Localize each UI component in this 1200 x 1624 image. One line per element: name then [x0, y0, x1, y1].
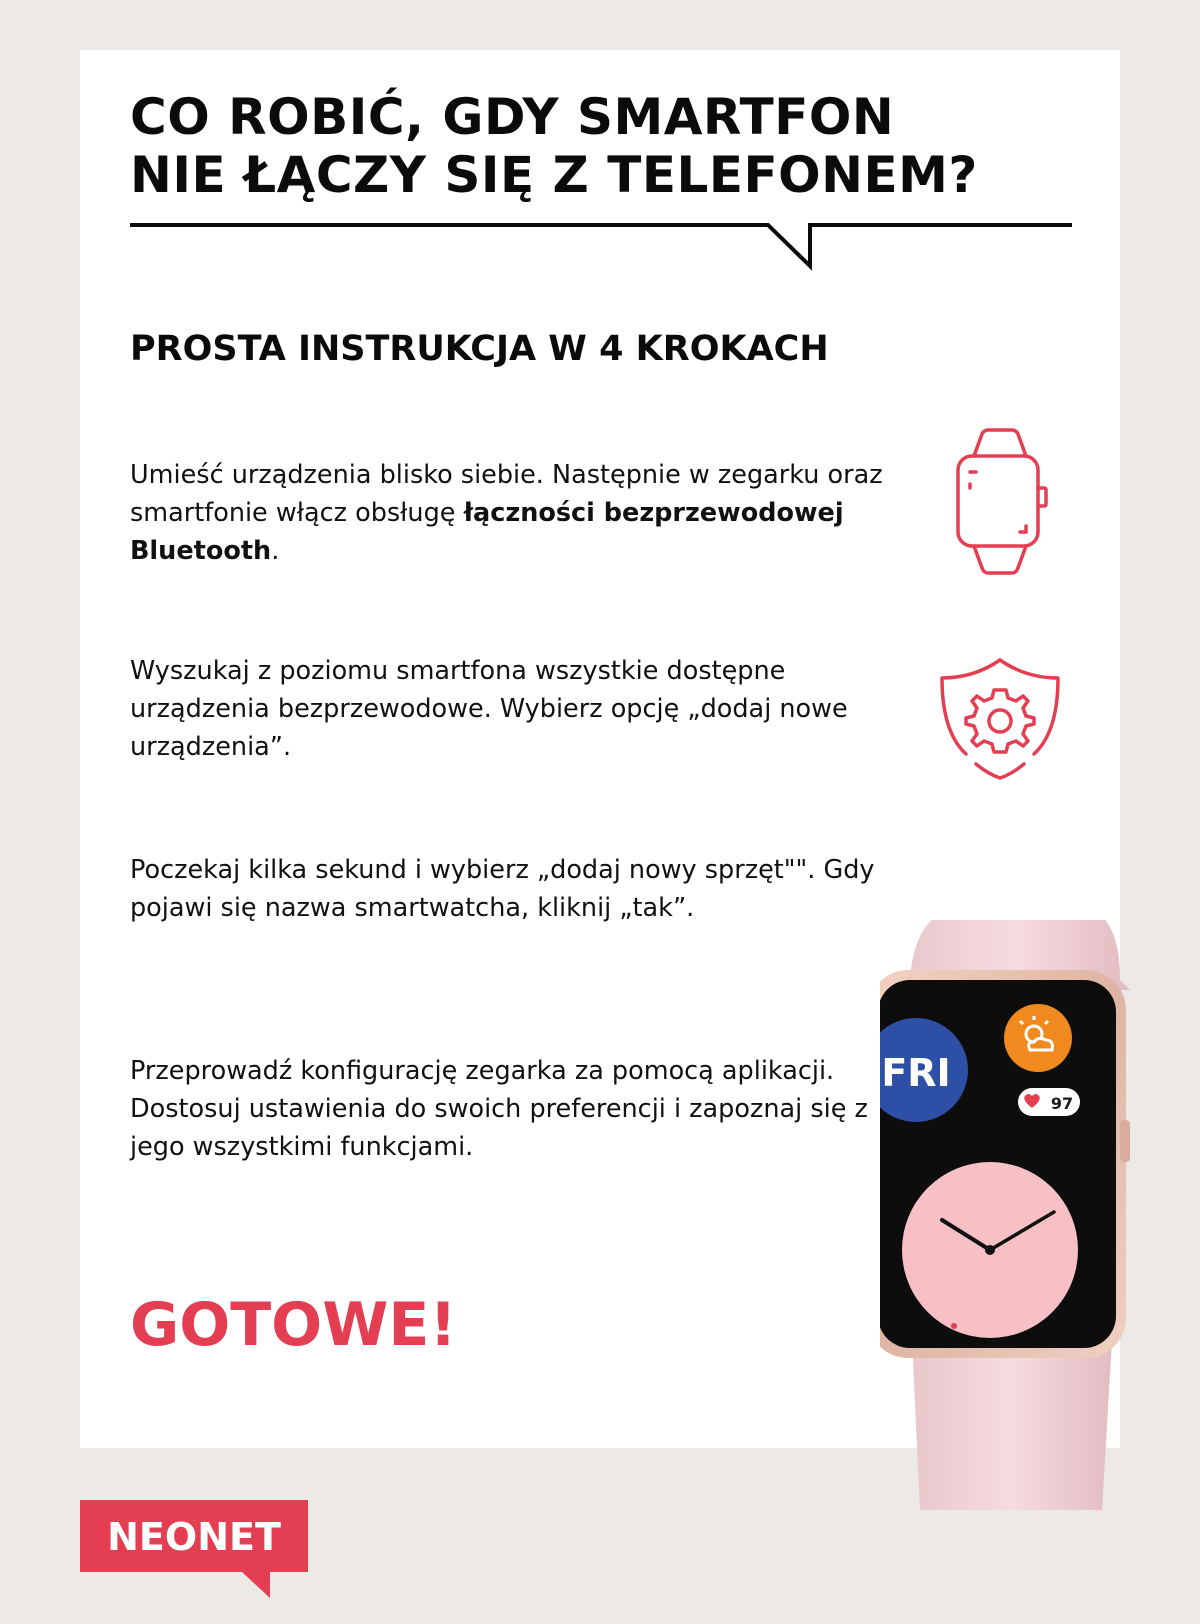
watch-day-label: FRI	[881, 1051, 951, 1095]
title-line-2: NIE ŁĄCZY SIĘ Z TELEFONEM?	[130, 146, 978, 204]
speech-bubble-underline	[130, 222, 1072, 282]
step-3-text: Poczekaj kilka sekund i wybierz „dodaj nowy sprzęt"". Gdy pojawi się nazwa smartwatcha, kliknij „tak”.	[130, 855, 875, 923]
page-title	[130, 88, 978, 204]
step-1-text-a: Umieść urządzenia blisko siebie. Następnie w zegarku oraz smartfonie włącz obsługę	[130, 460, 883, 528]
shield-gear-icon	[938, 656, 1062, 782]
step-1-text	[130, 456, 910, 570]
done-label: GOTOWE!	[130, 1290, 457, 1360]
smartwatch-icon	[952, 428, 1048, 576]
subtitle: PROSTA INSTRUKCJA W 4 KROKACH	[130, 329, 829, 369]
step-2-text: Wyszukaj z poziomu smartfona wszystkie dostępne urządzenia bezprzewodowe. Wybierz opcję „dodaj nowe urządzenia”.	[130, 656, 848, 762]
step-4-text: Przeprowadź konfigurację zegarka za pomocą aplikacji. Dostosuj ustawienia do swoich preferencji i zapoznaj się z jego wszystkimi funkcjami.	[130, 1056, 868, 1162]
step-1-text-b: .	[271, 536, 280, 566]
logo-text: NEONET	[107, 1515, 281, 1559]
neonet-logo	[80, 1500, 308, 1598]
title-line-1: CO ROBIĆ, GDY SMARTFON	[130, 88, 895, 146]
step-1-text-bold: łączności bezprzewodowej Bluetooth	[130, 498, 844, 566]
watch-strap-bottom	[912, 1340, 1112, 1510]
smartwatch-product-image	[880, 920, 1170, 1510]
watch-heart-value: 97	[1050, 1094, 1074, 1113]
